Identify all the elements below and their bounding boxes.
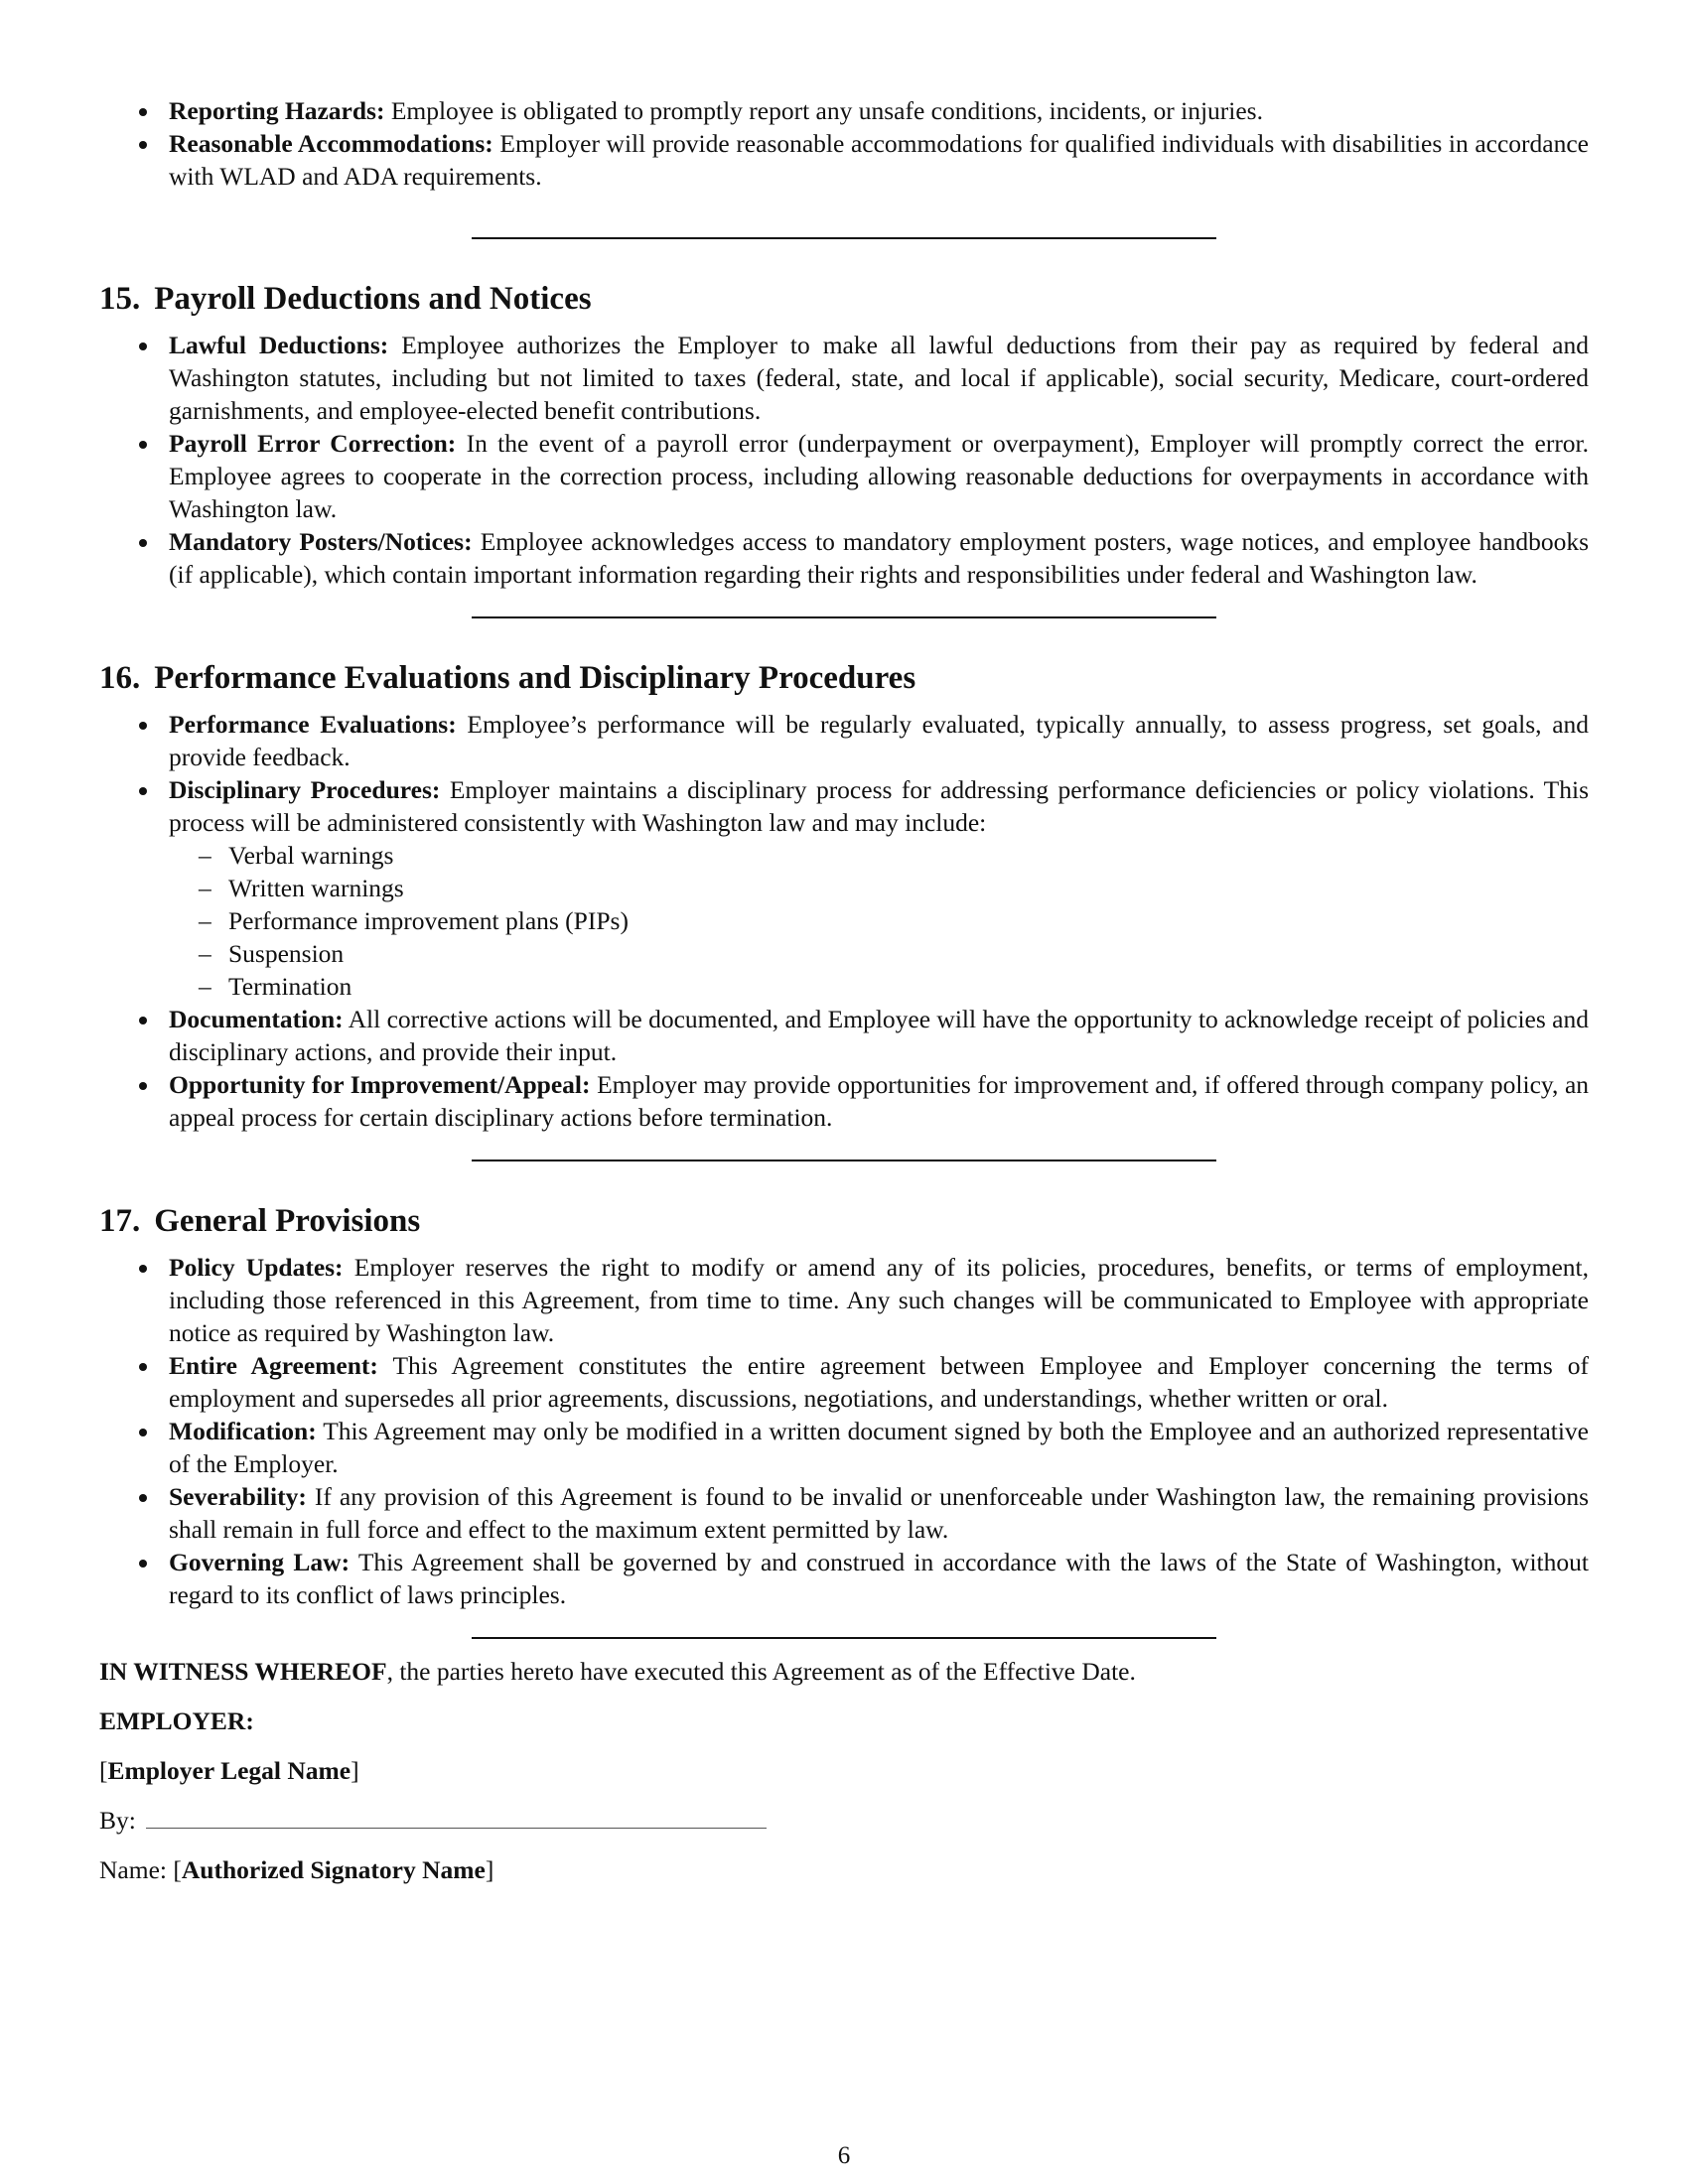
- term-label: Entire Agreement:: [169, 1351, 378, 1380]
- section-15-heading: [99, 279, 1589, 319]
- signature-by-line: [99, 1804, 1589, 1837]
- sub-list-item: [169, 937, 1589, 970]
- term-label: Reasonable Accommodations:: [169, 129, 493, 158]
- witness-text: , the parties hereto have executed this Agreement as of the Effective Date.: [386, 1657, 1136, 1686]
- section-title: Payroll Deductions and Notices: [154, 281, 592, 317]
- section-divider: [472, 237, 1216, 239]
- sub-item-text: Verbal warnings: [228, 841, 394, 870]
- list-item: [99, 427, 1589, 525]
- list-item: [99, 1546, 1589, 1611]
- bullet-icon: [139, 722, 147, 730]
- item-text: Employee’s performance will be regularly evaluated, typically annually, to assess progress, set goals, and provide feedback.: [169, 710, 1590, 771]
- witness-lead: IN WITNESS WHEREOF: [99, 1657, 387, 1686]
- sub-item-text: Performance improvement plans (PIPs): [228, 906, 629, 935]
- term-label: Policy Updates:: [169, 1253, 344, 1282]
- dash-marker: –: [199, 874, 211, 902]
- list-item: [99, 708, 1589, 773]
- item-text: This Agreement shall be governed by and construed in accordance with the laws of the State of Washington, without regard to its conflict of laws principles.: [169, 1548, 1589, 1609]
- section-17-list: [99, 1251, 1589, 1611]
- section-divider: [472, 1160, 1216, 1161]
- bracket-close: ]: [485, 1855, 494, 1884]
- page-number: 6: [837, 2142, 851, 2169]
- list-item: [99, 1003, 1589, 1068]
- bullet-icon: [139, 1429, 147, 1436]
- list-item: [99, 1349, 1589, 1415]
- item-text: Employer will provide reasonable accommodations for qualified individuals with disabilities in accordance with WLAD and ADA requirements.: [169, 129, 1589, 191]
- employer-name-line: [99, 1754, 1589, 1787]
- bullet-icon: [139, 1265, 147, 1273]
- term-label: Reporting Hazards:: [169, 96, 385, 125]
- list-item: [99, 525, 1589, 591]
- term-label: Disciplinary Procedures:: [169, 775, 441, 804]
- signatory-name-line: [99, 1853, 1589, 1886]
- item-text: In the event of a payroll error (underpayment or overpayment), Employer will promptly correct the error. Employee agrees to cooperate in the correction process, including allowing reasonable deductions for overpayments in accordance with Washington law.: [169, 429, 1590, 523]
- list-item: [99, 1251, 1589, 1349]
- sub-list-item: [169, 970, 1589, 1003]
- term-label: Governing Law:: [169, 1548, 351, 1576]
- item-text: This Agreement constitutes the entire agreement between Employee and Employer concerning the terms of employment and supersedes all prior agreements, discussions, negotiations, and understandings, whether written or oral.: [169, 1351, 1590, 1413]
- sub-item-text: Suspension: [228, 939, 345, 968]
- section-divider: [472, 616, 1216, 618]
- dash-marker: –: [199, 972, 211, 1001]
- bullet-icon: [139, 108, 147, 116]
- witness-clause: [99, 1655, 1589, 1688]
- bullet-icon: [139, 1560, 147, 1568]
- list-item: [99, 1068, 1589, 1134]
- item-text: If any provision of this Agreement is found to be invalid or unenforceable under Washington law, the remaining provisions shall remain in full force and effect to the maximum extent permitted by law.: [169, 1482, 1589, 1544]
- bullet-icon: [139, 1494, 147, 1502]
- term-label: Mandatory Posters/Notices:: [169, 527, 473, 556]
- bracket-open: [: [99, 1756, 108, 1785]
- employer-name-placeholder: Employer Legal Name: [107, 1756, 352, 1785]
- bullet-icon: [139, 1082, 147, 1090]
- term-label: Severability:: [169, 1482, 307, 1511]
- section-title: Performance Evaluations and Disciplinary Procedures: [154, 660, 916, 696]
- item-text: This Agreement may only be modified in a written document signed by both the Employee and an authorized representative of the Employer.: [169, 1417, 1589, 1478]
- list-item: [99, 773, 1589, 1003]
- section-divider: [472, 1637, 1216, 1639]
- discipline-steps-list: [169, 839, 1589, 1003]
- section-16-list: [99, 708, 1589, 1134]
- signatory-name-placeholder: Authorized Signatory Name: [181, 1855, 486, 1884]
- dash-marker: –: [199, 906, 211, 935]
- item-text: Employer may provide opportunities for improvement and, if offered through company policy, an appeal process for certain disciplinary actions before termination.: [169, 1070, 1590, 1132]
- dash-marker: –: [199, 841, 211, 870]
- signature-line[interactable]: [146, 1806, 767, 1829]
- bullet-icon: [139, 441, 147, 449]
- sub-list-item: [169, 872, 1589, 904]
- term-label: Opportunity for Improvement/Appeal:: [169, 1070, 591, 1099]
- employer-label: EMPLOYER:: [99, 1706, 254, 1735]
- section-number: 17.: [99, 1203, 141, 1239]
- item-text: Employee acknowledges access to mandatory employment posters, wage notices, and employee handbooks (if applicable), which contain important information regarding their rights and responsibilities under federal and Washington law.: [169, 527, 1589, 589]
- by-label: By:: [99, 1806, 136, 1835]
- section-15-list: [99, 329, 1589, 591]
- sub-item-text: Written warnings: [228, 874, 404, 902]
- item-text: Employer reserves the right to modify or amend any of its policies, procedures, benefits, or terms of employment, including those referenced in this Agreement, from time to time. Any such changes will be communicated to Employee with appropriate notice as required by Washington law.: [169, 1253, 1589, 1347]
- sub-list-item: [169, 839, 1589, 872]
- term-label: Documentation:: [169, 1005, 344, 1033]
- intro-bullet-list: [99, 94, 1589, 193]
- sub-item-text: Termination: [228, 972, 352, 1001]
- term-label: Lawful Deductions:: [169, 331, 389, 359]
- section-16-heading: [99, 658, 1589, 698]
- list-item: [99, 1415, 1589, 1480]
- bracket-close: ]: [351, 1756, 359, 1785]
- bullet-icon: [139, 141, 147, 149]
- section-number: 16.: [99, 660, 141, 696]
- name-label: Name:: [99, 1855, 167, 1884]
- list-item: [99, 94, 1589, 127]
- section-17-heading: [99, 1201, 1589, 1241]
- item-text: Employer maintains a disciplinary process for addressing performance deficiencies or policy violations. This process will be administered consistently with Washington law and may include:: [169, 775, 1590, 837]
- section-title: General Provisions: [154, 1203, 421, 1239]
- list-item: [99, 329, 1589, 427]
- item-text: All corrective actions will be documented, and Employee will have the opportunity to acknowledge receipt of policies and disciplinary actions, and provide their input.: [169, 1005, 1589, 1066]
- term-label: Performance Evaluations:: [169, 710, 457, 739]
- bullet-icon: [139, 787, 147, 795]
- bullet-icon: [139, 342, 147, 350]
- section-number: 15.: [99, 281, 141, 317]
- list-item: [99, 1480, 1589, 1546]
- bullet-icon: [139, 1363, 147, 1371]
- bullet-icon: [139, 1017, 147, 1024]
- list-item: [99, 127, 1589, 193]
- document-page: [99, 94, 1589, 1886]
- item-text: Employee is obligated to promptly report any unsafe conditions, incidents, or injuries.: [390, 96, 1263, 125]
- sub-list-item: [169, 904, 1589, 937]
- bracket-open: [: [173, 1855, 182, 1884]
- term-label: Modification:: [169, 1417, 317, 1445]
- item-text: Employee authorizes the Employer to make all lawful deductions from their pay as required by federal and Washington statutes, including but not limited to taxes (federal, state, and local if applicable), social security, Medicare, court-ordered garnishments, and employee-elected benefit contributions.: [169, 331, 1589, 425]
- bullet-icon: [139, 539, 147, 547]
- dash-marker: –: [199, 939, 211, 968]
- term-label: Payroll Error Correction:: [169, 429, 457, 458]
